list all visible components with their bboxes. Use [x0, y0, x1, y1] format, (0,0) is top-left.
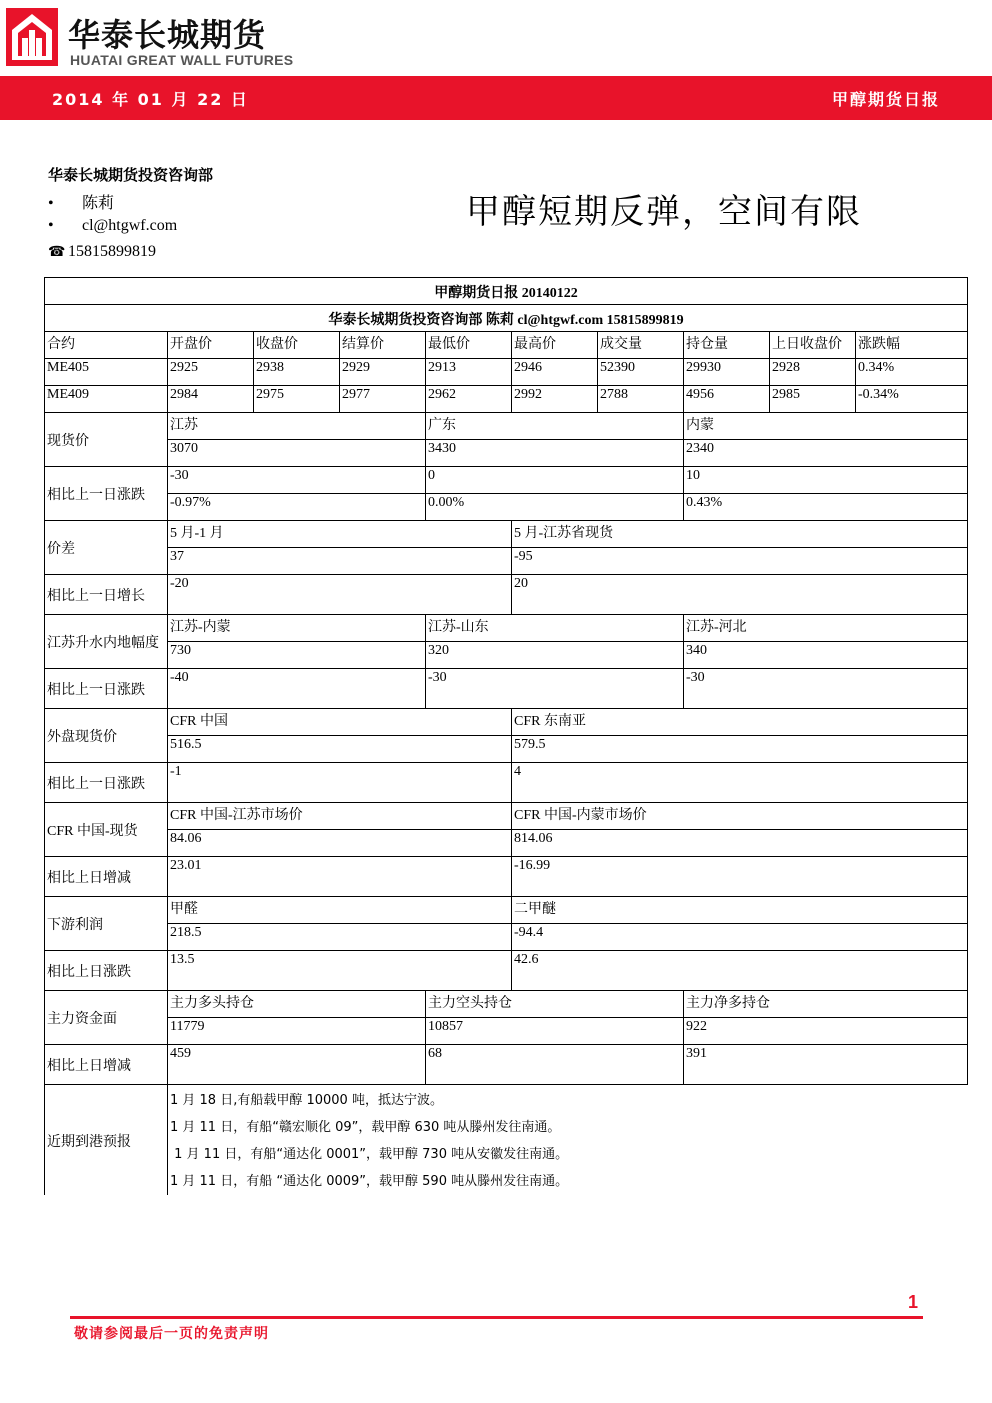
methanol-daily-table	[44, 277, 968, 1195]
section-label-spread: 价差	[45, 521, 168, 575]
downstream-head: 甲醛	[168, 897, 512, 924]
change-value: 13.5	[168, 951, 512, 991]
change-value: -30	[684, 669, 968, 709]
section-label-change: 相比上日增减	[45, 1045, 168, 1085]
foreign-value: 579.5	[512, 736, 968, 763]
change-value: 4	[512, 763, 968, 803]
section-label-change: 相比上一日涨跌	[45, 763, 168, 803]
premium-value: 340	[684, 642, 968, 669]
section-label-cfr-spot: CFR 中国-现货	[45, 803, 168, 857]
cfr-head: CFR 中国-江苏市场价	[168, 803, 512, 830]
spread-value: 37	[168, 548, 512, 575]
page-number: 1	[908, 1292, 919, 1312]
author-name: 陈莉	[82, 195, 115, 212]
section-label-change: 相比上一日涨跌	[45, 467, 168, 521]
disclaimer-link[interactable]: 敬请参阅最后一页的免责声明	[74, 1326, 269, 1342]
foreign-head: CFR 东南亚	[512, 709, 968, 736]
section-label-change: 相比上一日增长	[45, 575, 168, 615]
section-label-funds: 主力资金面	[45, 991, 168, 1045]
downstream-value: 218.5	[168, 924, 512, 951]
change-value: -40	[168, 669, 426, 709]
downstream-value: -94.4	[512, 924, 968, 951]
spread-head: 5 月-江苏省现货	[512, 521, 968, 548]
foreign-value: 516.5	[168, 736, 512, 763]
table-cell: 2913	[426, 359, 512, 386]
funds-value: 922	[684, 1018, 968, 1045]
premium-head: 江苏-内蒙	[168, 615, 426, 642]
premium-head: 江苏-河北	[684, 615, 968, 642]
table-cell: 2985	[770, 386, 856, 413]
list-item: 1 月 11 日，有船“赣宏顺化 09”，载甲醇 630 吨从滕州发往南通。	[170, 1120, 561, 1135]
change-pct: -0.97%	[168, 494, 426, 521]
cfr-head: CFR 中国-内蒙市场价	[512, 803, 968, 830]
change-value: -1	[168, 763, 512, 803]
column-header: 最低价	[426, 332, 512, 359]
funds-head: 主力多头持仓	[168, 991, 426, 1018]
change-value: -20	[168, 575, 512, 615]
phone-icon: ☎	[48, 245, 66, 260]
change-value: 0	[426, 467, 684, 494]
column-header: 上日收盘价	[770, 332, 856, 359]
table-cell: 2929	[340, 359, 426, 386]
section-label-arrivals: 近期到港预报	[45, 1085, 168, 1196]
table-cell: 4956	[684, 386, 770, 413]
region-head: 广东	[426, 413, 684, 440]
table-cell: 2962	[426, 386, 512, 413]
header-banner	[0, 76, 992, 120]
cfr-value: 84.06	[168, 830, 512, 857]
cfr-value: 814.06	[512, 830, 968, 857]
change-value: 23.01	[168, 857, 512, 897]
change-value: 20	[512, 575, 968, 615]
column-header: 持仓量	[684, 332, 770, 359]
change-pct: 0.00%	[426, 494, 684, 521]
spot-value: 2340	[684, 440, 968, 467]
premium-value: 320	[426, 642, 684, 669]
table-cell: 2984	[168, 386, 254, 413]
section-label-foreign: 外盘现货价	[45, 709, 168, 763]
section-label-change: 相比上一日涨跌	[45, 669, 168, 709]
funds-value: 11779	[168, 1018, 426, 1045]
table-cell: 52390	[598, 359, 684, 386]
table-cell: 0.34%	[856, 359, 968, 386]
change-value: 391	[684, 1045, 968, 1085]
section-label-change: 相比上日涨跌	[45, 951, 168, 991]
table-cell: ME409	[45, 386, 168, 413]
premium-head: 江苏-山东	[426, 615, 684, 642]
author-name-line	[48, 190, 114, 213]
spot-value: 3070	[168, 440, 426, 467]
change-value: -16.99	[512, 857, 968, 897]
bullet-icon: •	[48, 195, 54, 212]
footer-divider	[70, 1316, 923, 1319]
table-cell: -0.34%	[856, 386, 968, 413]
column-header: 收盘价	[254, 332, 340, 359]
change-value: -30	[426, 669, 684, 709]
table-cell: 2928	[770, 359, 856, 386]
arrivals-list	[168, 1085, 968, 1196]
brand-name-cn: 华泰长城期货	[68, 16, 267, 54]
table-cell: 2788	[598, 386, 684, 413]
department-name: 华泰长城期货投资咨询部	[48, 166, 214, 184]
table-subtitle: 华泰长城期货投资咨询部 陈莉 cl@htgwf.com 15815899819	[45, 305, 968, 332]
change-value: 10	[684, 467, 968, 494]
funds-head: 主力净多持仓	[684, 991, 968, 1018]
list-item: 1 月 11 日，有船 “通达化 0009”，载甲醇 590 吨从滕州发往南通。	[170, 1174, 569, 1189]
author-phone: 15815899819	[68, 243, 156, 260]
author-email-line	[48, 217, 177, 235]
premium-value: 730	[168, 642, 426, 669]
bullet-icon: •	[48, 217, 54, 234]
change-value: -30	[168, 467, 426, 494]
region-head: 内蒙	[684, 413, 968, 440]
table-row	[45, 386, 968, 413]
table-cell: 2992	[512, 386, 598, 413]
funds-value: 10857	[426, 1018, 684, 1045]
column-header: 开盘价	[168, 332, 254, 359]
change-pct: 0.43%	[684, 494, 968, 521]
change-value: 42.6	[512, 951, 968, 991]
table-title: 甲醇期货日报 20140122	[45, 278, 968, 305]
column-header: 合约	[45, 332, 168, 359]
foreign-head: CFR 中国	[168, 709, 512, 736]
downstream-head: 二甲醚	[512, 897, 968, 924]
table-cell: 2938	[254, 359, 340, 386]
company-logo	[6, 8, 58, 66]
spread-head: 5 月-1 月	[168, 521, 512, 548]
section-label-downstream: 下游利润	[45, 897, 168, 951]
author-phone-line	[48, 243, 156, 261]
column-header: 成交量	[598, 332, 684, 359]
table-header-row	[45, 332, 968, 359]
change-value: 68	[426, 1045, 684, 1085]
section-label-spot: 现货价	[45, 413, 168, 467]
headline: 甲醇短期反弹，空间有限	[466, 192, 862, 232]
table-cell: 2975	[254, 386, 340, 413]
list-item: 1 月 11 日，有船“通达化 0001”，载甲醇 730 吨从安徽发往南通。	[170, 1147, 569, 1162]
brand-name-en: HUATAI GREAT WALL FUTURES	[70, 52, 294, 68]
table-cell: ME405	[45, 359, 168, 386]
list-item: 1 月 18 日,有船载甲醇 10000 吨，抵达宁波。	[170, 1093, 443, 1108]
author-email[interactable]: cl@htgwf.com	[82, 217, 178, 234]
table-row	[45, 359, 968, 386]
report-date: 2014 年 01 月 22 日	[52, 90, 249, 109]
section-label-premium: 江苏升水内地幅度	[45, 615, 168, 669]
table-cell: 2946	[512, 359, 598, 386]
funds-head: 主力空头持仓	[426, 991, 684, 1018]
report-type: 甲醇期货日报	[831, 90, 940, 109]
table-cell: 2977	[340, 386, 426, 413]
spot-value: 3430	[426, 440, 684, 467]
spread-value: -95	[512, 548, 968, 575]
table-cell: 2925	[168, 359, 254, 386]
change-value: 459	[168, 1045, 426, 1085]
section-label-change: 相比上日增减	[45, 857, 168, 897]
region-head: 江苏	[168, 413, 426, 440]
table-cell: 29930	[684, 359, 770, 386]
column-header: 结算价	[340, 332, 426, 359]
column-header: 最高价	[512, 332, 598, 359]
column-header: 涨跌幅	[856, 332, 968, 359]
